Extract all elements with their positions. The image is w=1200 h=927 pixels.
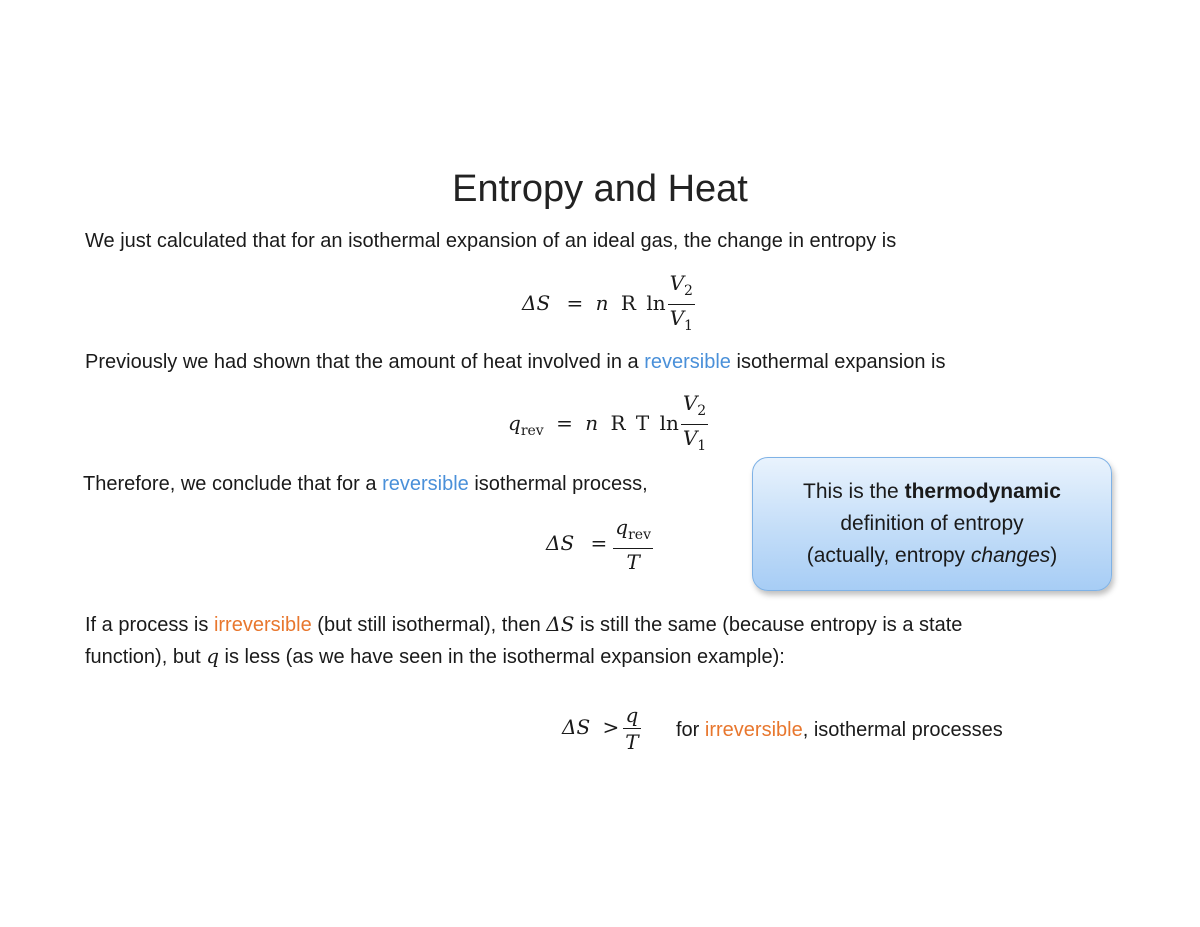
eq4-op: > — [602, 715, 620, 739]
equation-entropy-definition — [546, 514, 655, 575]
eq1-n: n — [595, 291, 609, 315]
previously-text-after: isothermal expansion is — [730, 351, 946, 373]
previously-text — [85, 346, 946, 378]
eq4-lhs: ΔS — [562, 715, 591, 739]
eq1-R: R — [620, 291, 636, 315]
eq3-lhs: ΔS — [546, 531, 575, 555]
irreversible-highlight: irreversible — [213, 614, 312, 636]
definition-callout — [752, 457, 1112, 591]
irreversible-text-line-1: If a process is irreversible (but still isothermal), then ΔS is still the same (because entropy is a state — [85, 612, 963, 636]
eq3-equals: = — [590, 531, 608, 555]
eq2-n: n — [585, 411, 599, 435]
equation-entropy-change — [522, 270, 697, 339]
inline-delta-s: ΔS — [546, 612, 575, 636]
callout-bold: thermodynamic — [904, 480, 1061, 503]
equation-inequality — [562, 702, 643, 755]
callout-italic: changes — [970, 544, 1051, 567]
eq2-R: R — [610, 411, 626, 435]
inline-q: q — [206, 644, 219, 668]
equation-heat-reversible — [508, 390, 710, 459]
eq3-denominator: T — [626, 550, 640, 574]
eq2-lhs-sub: rev — [520, 423, 544, 439]
irreversible-text-line-2: function), but q is less (as we have seen in the isothermal expansion example): — [85, 644, 785, 668]
eq1-ln: ln — [646, 291, 666, 315]
eq4-numerator: q — [623, 702, 640, 729]
eq2-lhs: q — [508, 411, 521, 435]
eq4-fraction — [623, 702, 640, 755]
reversible-highlight-2: reversible — [382, 473, 469, 495]
callout-line-2: definition of entropy — [840, 512, 1024, 535]
eq2-T: T — [635, 411, 650, 435]
callout-line-1: This is the thermodynamic — [803, 480, 1061, 503]
eq1-numerator: $V_2$ — [668, 270, 695, 305]
eq2-numerator: $V_2$ — [681, 390, 708, 425]
therefore-text-after: isothermal process, — [468, 473, 648, 495]
slide-title: Entropy and Heat — [452, 168, 748, 210]
therefore-text — [83, 468, 648, 500]
reversible-highlight: reversible — [644, 351, 731, 373]
previously-text-before: Previously we had shown that the amount of heat involved in a — [85, 351, 645, 373]
intro-text: We just calculated that for an isothermal expansion of an ideal gas, the change in entropy is — [85, 230, 897, 252]
therefore-text-before: Therefore, we conclude that for a — [83, 473, 383, 495]
irreversible-highlight-2: irreversible — [704, 719, 803, 741]
eq2-denominator: $V_1$ — [682, 426, 707, 454]
eq1-equals: = — [566, 291, 584, 315]
eq1-fraction — [668, 270, 695, 339]
eq2-equals: = — [556, 411, 573, 435]
eq2-ln: ln — [659, 411, 679, 435]
inequality-note: for irreversible, isothermal processes — [676, 719, 1003, 741]
eq2-fraction — [681, 390, 708, 459]
eq1-denominator: $V_1$ — [669, 306, 693, 334]
eq1-lhs: ΔS — [522, 291, 551, 315]
callout-line-3: (actually, entropy changes) — [806, 544, 1058, 567]
eq3-numerator: $q_{rev}$ — [613, 514, 653, 549]
eq4-denominator: T — [625, 730, 639, 754]
eq3-fraction — [613, 514, 653, 575]
